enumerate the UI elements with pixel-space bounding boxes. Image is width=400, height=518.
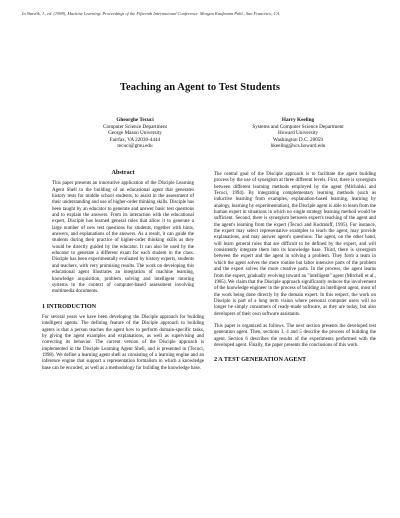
author-dept: Computer Science Department [103,123,167,130]
author-dept: Systems and Computer Science Department [252,123,344,130]
author-address: Washington D.C. 20059 [272,136,323,143]
author-name: Harry Keeling [281,117,315,123]
body-paragraph-2: This paper is organized as follows. The next section presents the developed test generation agent. Then, sections 3, 4 and 5 describe the process of building the agent. Section 6 describes the results of the experiments performed with the developed agent. Finally, the paper presents the conclusions of this work. [214,323,376,348]
left-column [42,170,204,378]
author-name: Gheorghe Tecuci [116,117,154,123]
intro-text: For several years we have been developing the Disciple approach for building intelligent agents. The defining feature of the Disciple approach to building agents is that a person teaches the agent how to perform domain-specific tasks, by giving the agent examples and explanations, as well as supervising and correcting its behavior. The current version of the Disciple approach is implemented in the Disciple Learning Agent Shell, and is presented in (Tecuci, 1998). We define a learning agent shell as consisting of a learning engine and an inference engine that support a representation formalism in which a knowledge base can be encoded, as well as a methodology for building the knowledge base. [42,314,204,371]
author-block-2 [223,117,373,150]
abstract-text: This paper presents an innovative application of the Disciple Learning Agent Shell to the building of an educational agent that generates history tests for middle school students, to assist in the assessment of their understanding and use of higher-order thinking skills. Disciple has been taught by an educator to generate and answer basic test questions and to explain the answers. From its interaction with the educational expert, Disciple has learned general rules that allow it to generate a large number of new test questions for students, together with hints, answers, and explanations of the answers. As a result, it can guide the students during their practice of higher-order thinking skills as they would be directly guided by the educator. It can also be used by the educator to generate a different exam for each student in the class. Disciple has been experimentally evaluated by history experts, students and teachers, with very promising results. The work on developing this educational agent illustrates an integration of machine learning, knowledge acquisition, problem solving and intelligent tutoring systems in the context of computer-based assessment involving multimedia documents. [52,181,194,295]
body-paragraph-1: The central goal of the Disciple approach is to facilitate the agent building process by the use of synergism at three different levels. First, there is synergism between different learning methods employed by the agent (Michalski and Tecuci, 1994). By integrating complementary learning methods (such as inductive learning from examples, explanation-based learning, learning by analogy, learning by experimentation), the Disciple agent is able to learn from the human expert in situations in which no single strategy learning method would be sufficient. Second, there is synergism between expert's teaching of the agent and the agent's learning from the expert (Tecuci and Kodratoff, 1995). For instance, the expert may select representative examples to teach the agent, may provide explanations, and may answer agent's questions. The agent, on the other hand, will learn general rules that are difficult to be defined by the expert, and will consistently integrate them into its knowledge base. Third, there is synergism between the expert and the agent in solving a problem. They form a team in which the agent solves the more routine but labor intensive parts of the problem and the expert solves the more creative parts. In the process, the agent learns from the expert, gradually evolving toward an "intelligent" agent (Mitchell et al., 1985). We claim that the Disciple approach significantly reduces the involvement of the knowledge engineer in the process of building an intelligent agent, most of the work being done directly by the domain expert. In this respect, the work on Disciple is part of a long term vision where personal computer users will no longer be simply consumers of ready-made software, as they are today, but also developers of their own software assistants. [214,172,376,317]
author-address: Fairfax, VA 22030-4444 [109,136,161,143]
author-email: tecuci@gmu.edu [117,143,153,150]
author-affiliation: Howard University [278,130,318,137]
intro-heading: 1 INTRODUCTION [42,302,97,310]
author-email: hkeeling@scs.howard.edu [270,143,326,150]
right-column [214,172,376,369]
paper-title: Teaching an Agent to Test Students [119,82,281,93]
section2-heading: 2 A TEST GENERATION AGENT [214,356,307,364]
author-block-1 [60,117,210,150]
abstract-heading: Abstract [111,169,135,176]
author-affiliation: George Mason University [108,130,162,137]
citation-header: In Shavlik, J., ed. (1998), Machine Learning: Proceedings of the Fifteenth International Conference. Morgan Kaufmann Publ., San Francisco, CA. [22,11,281,16]
